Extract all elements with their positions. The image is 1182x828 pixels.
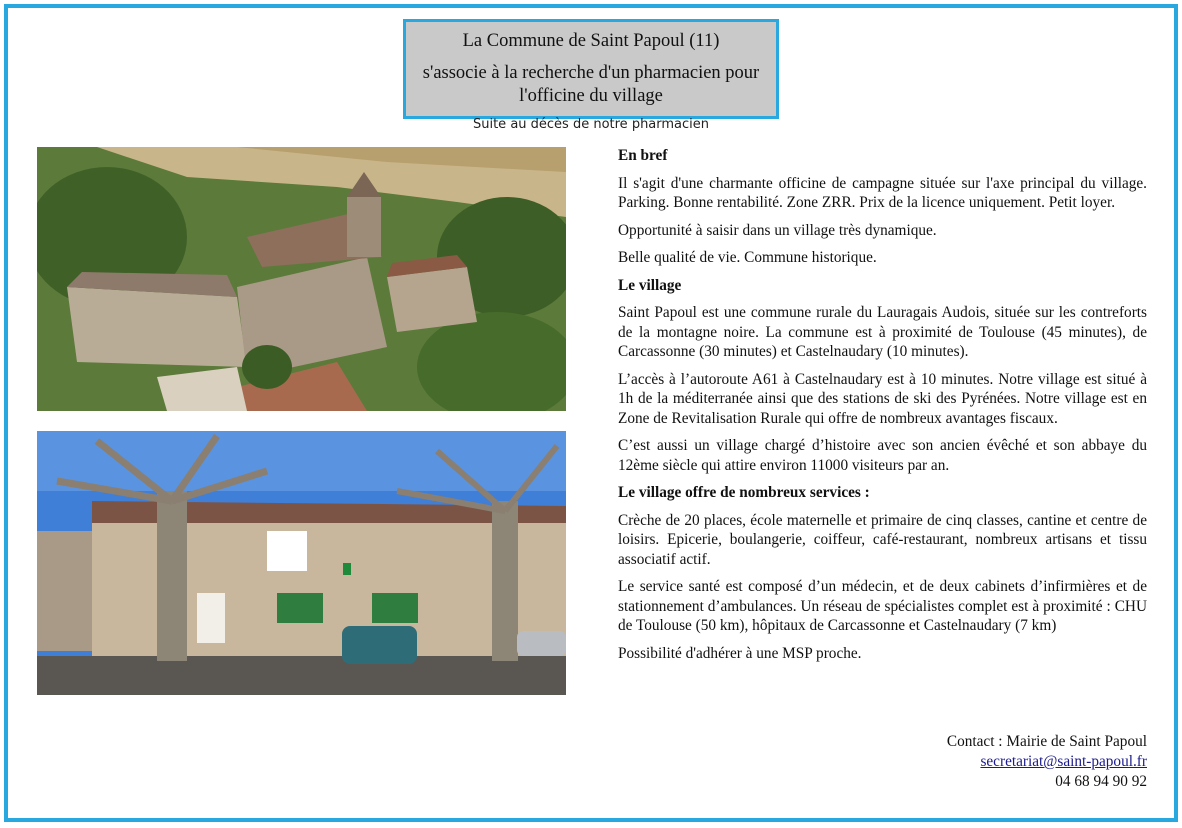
en-bref-paragraph-2: Opportunité à saisir dans un village très dynamique.: [618, 221, 937, 239]
services-paragraph-2: Le service santé est composé d’un médecin, et de deux cabinets d’infirmières et de stationnement d’ambulances. Un réseau de spécialistes complet est à proximité : CHU de Toulouse (50 km), hôpitaux de Carcassonne et Castelnaudary (7 km): [618, 578, 1147, 634]
contact-email-link[interactable]: secretariat@saint-papoul.fr: [980, 753, 1147, 770]
title-line-3: l'officine du village: [519, 86, 663, 106]
title-box: [403, 19, 779, 119]
contact-line: Contact : Mairie de Saint Papoul: [946, 733, 1147, 750]
aerial-village-photo: [37, 147, 566, 411]
pharmacy-street-photo: [37, 431, 566, 695]
village-paragraph-2: L’accès à l’autoroute A61 à Castelnaudary est à 10 minutes. Notre village est situé à 1h de la méditerranée ainsi que des stations de ski des Pyrénées. Notre village est en Zone de Revitalisation Rurale qui offre de nombreux avantages fiscaux.: [618, 370, 1147, 427]
heading-le-village: Le village: [618, 276, 682, 294]
village-paragraph-3: C’est aussi un village chargé d’histoire avec son ancien évêché et son abbaye du 12ème siècle qui attire environ 11000 visiteurs par an.: [618, 437, 1147, 474]
main-text-column: [618, 146, 1147, 671]
en-bref-paragraph-1: Il s'agit d'une charmante officine de campagne située sur l'axe principal du village. Parking. Bonne rentabilité. Zone ZRR. Prix de la licence uniquement. Petit loyer.: [618, 174, 1147, 211]
services-paragraph-3: Possibilité d'adhérer à une MSP proche.: [618, 644, 862, 662]
title-line-2: s'associe à la recherche d'un pharmacien pour: [422, 63, 760, 83]
en-bref-paragraph-3: Belle qualité de vie. Commune historique.: [618, 249, 877, 266]
services-paragraph-1: Crèche de 20 places, école maternelle et primaire de cinq classes, cantine et centre de loisirs. Epicerie, boulangerie, coiffeur, café-restaurant, nombreux artisans et tissu associatif actif.: [618, 511, 1147, 568]
heading-services: Le village offre de nombreux services :: [618, 484, 870, 501]
subtitle: Suite au décès de notre pharmacien: [472, 117, 710, 132]
title-line-1: La Commune de Saint Papoul (11): [462, 31, 720, 51]
heading-en-bref: En bref: [618, 147, 668, 164]
contact-block: [947, 732, 1147, 792]
village-paragraph-1: Saint Papoul est une commune rurale du Lauragais Audois, située sur les contreforts de la montagne noire. La commune est à proximité de Toulouse (45 minutes), de Carcassonne (30 minutes) et Castelnaudary (10 minutes).: [618, 304, 1147, 360]
contact-phone: 04 68 94 90 92: [1055, 773, 1147, 790]
